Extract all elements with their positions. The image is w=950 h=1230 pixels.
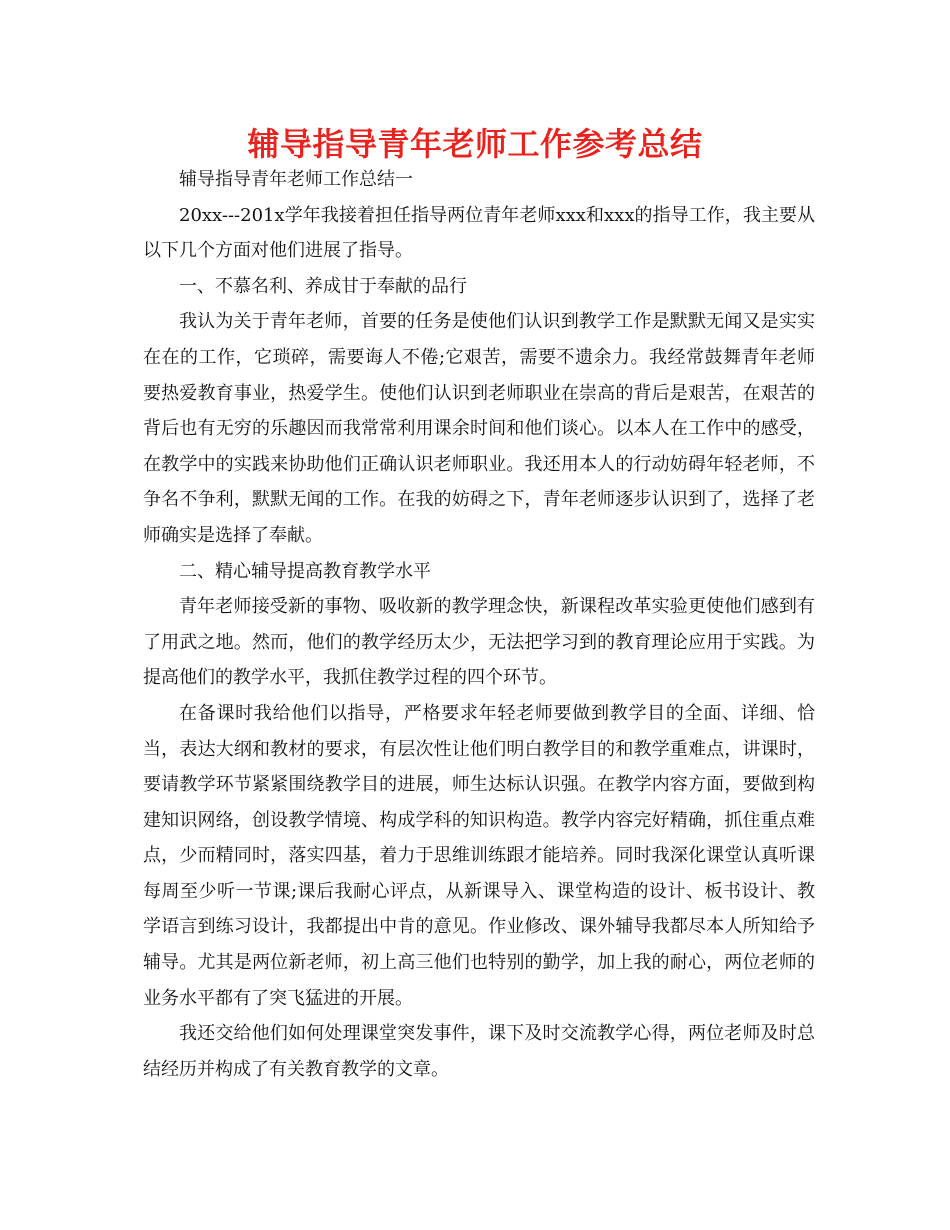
section-heading-1: 一、不慕名利、养成甘于奉献的品行 [179, 275, 467, 297]
section-heading-2: 二、精心辅导提高教育教学水平 [179, 560, 431, 582]
paragraph-section-2c: 我还交给他们如何处理课堂突发事件，课下及时交流教学心得，两位老师及时总结经历并构成了有关教育教学的文章。 [143, 1023, 815, 1080]
paragraph-section-2b: 在备课时我给他们以指导，严格要求年轻老师要做到教学目的全面、详细、恰当，表达大纲和教材的要求，有层次性让他们明白教学目的和教学重难点，讲课时，要请教学环节紧紧围绕教学目的进展，师生达标认识强。在教学内容方面，要做到构建知识网络，创设教学情境、构成学科的知识构造。教学内容完好精确，抓住重点难点，少而精同时，落实四基，着力于思维训练跟才能培养。同时我深化课堂认真听课每周至少听一节课;课后我耐心评点，从新课导入、课堂构造的设计、板书设计、教学语言到练习设计，我都提出中肯的意见。作业修改、课外辅导我都尽本人所知给予辅导。尤其是两位新老师，初上高三他们也特别的勤学，加上我的耐心，两位老师的业务水平都有了突飞猛进的开展。 [143, 702, 815, 1009]
paragraph-intro: 20xx---201x学年我接着担任指导两位青年老师xxx和xxx的指导工作，我主要从以下几个方面对他们进展了指导。 [143, 204, 815, 262]
document-title: 辅导指导青年老师工作参考总结 [247, 125, 703, 163]
document-body [143, 162, 815, 1087]
paragraph-section-1: 我认为关于青年老师，首要的任务是使他们认识到教学工作是默默无闻又是实实在在的工作，它琐碎，需要诲人不倦;它艰苦，需要不遗余力。我经常鼓舞青年老师要热爱教育事业，热爱学生。使他们认识到老师职业在崇高的背后是艰苦，在艰苦的背后也有无穷的乐趣因而我常常利用课余时间和他们谈心。以本人在工作中的感受，在教学中的实践来协助他们正确认识老师职业。我还用本人的行动妨碍年轻老师，不争名不争利，默默无闻的工作。在我的妨碍之下，青年老师逐步认识到了，选择了老师确实是选择了奉献。 [143, 311, 815, 546]
paragraph-section-2a: 青年老师接受新的事物、吸收新的教学理念快，新课程改革实验更使他们感到有了用武之地。然而，他们的教学经历太少，无法把学习到的教育理论应用于实践。为提高他们的教学水平，我抓住教学过程的四个环节。 [143, 596, 815, 689]
paragraph-subtitle: 辅导指导青年老师工作总结一 [179, 169, 413, 190]
